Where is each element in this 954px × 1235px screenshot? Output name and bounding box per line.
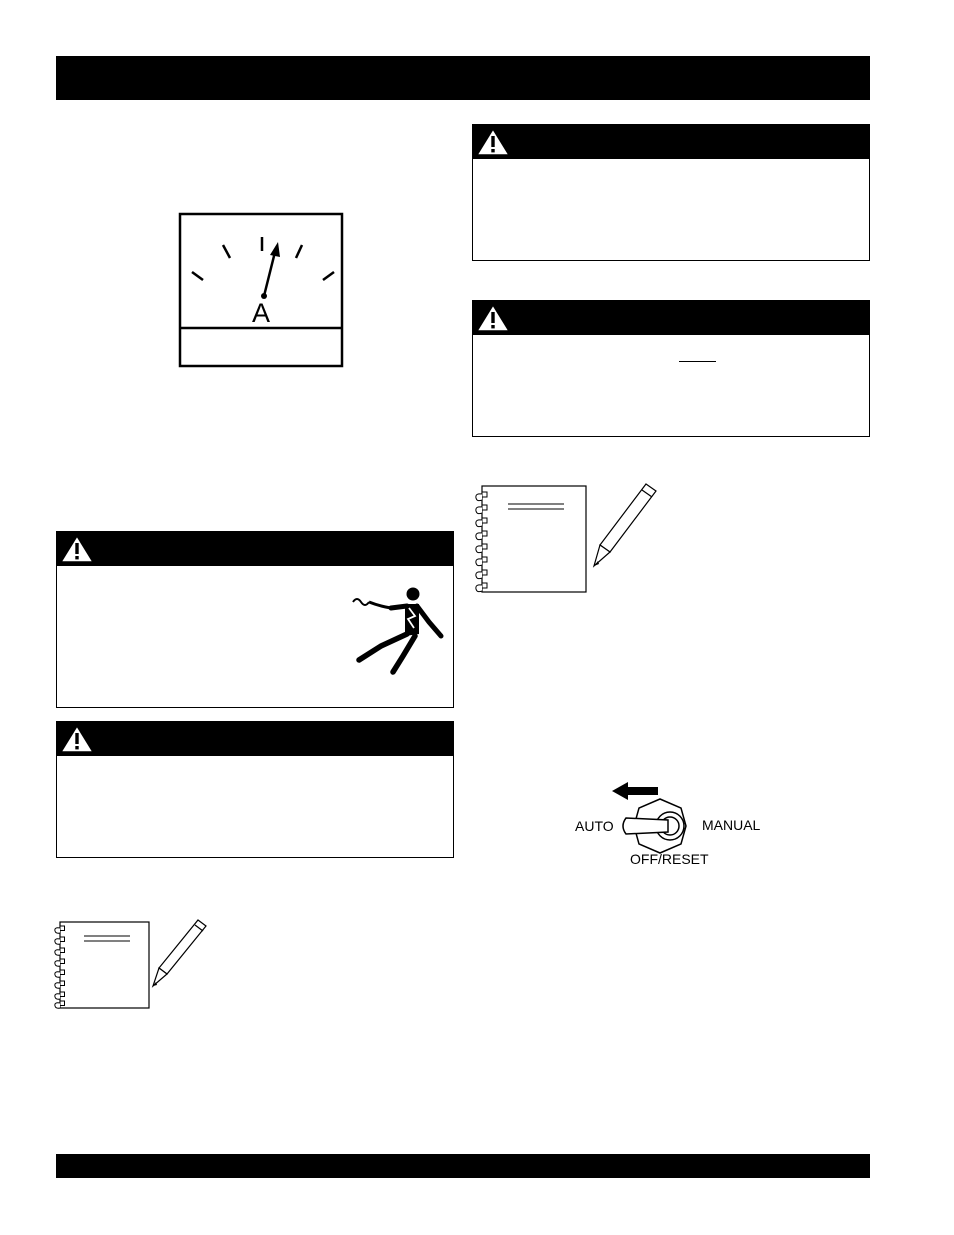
warning-box-1	[472, 124, 870, 261]
warning-header-shock	[57, 532, 453, 566]
ammeter-icon	[178, 212, 344, 368]
warning-triangle-icon	[59, 724, 95, 754]
notebook-icon	[52, 920, 152, 1012]
header-bar	[56, 56, 870, 100]
notebook-icon	[472, 484, 590, 596]
footer-bar	[56, 1154, 870, 1178]
switch-label-auto: AUTO	[575, 818, 614, 834]
pencil-icon	[150, 916, 210, 990]
warning-header-2	[473, 301, 869, 335]
warning-header-1	[473, 125, 869, 159]
warning-triangle-icon	[59, 534, 95, 564]
warning-triangle-icon	[475, 303, 511, 333]
warning-box-4	[56, 721, 454, 858]
warning-box-shock	[56, 531, 454, 708]
pencil-icon	[590, 480, 660, 570]
warning-box-2	[472, 300, 870, 437]
warning-header-4	[57, 722, 453, 756]
electric-shock-icon	[351, 584, 449, 676]
switch-label-manual: MANUAL	[702, 817, 761, 833]
warning-triangle-icon	[475, 127, 511, 157]
switch-label-off-reset: OFF/RESET	[630, 851, 709, 867]
ammeter-unit-label: A	[252, 298, 271, 328]
underline-mark	[679, 361, 716, 362]
toggle-switch-icon	[620, 796, 700, 856]
